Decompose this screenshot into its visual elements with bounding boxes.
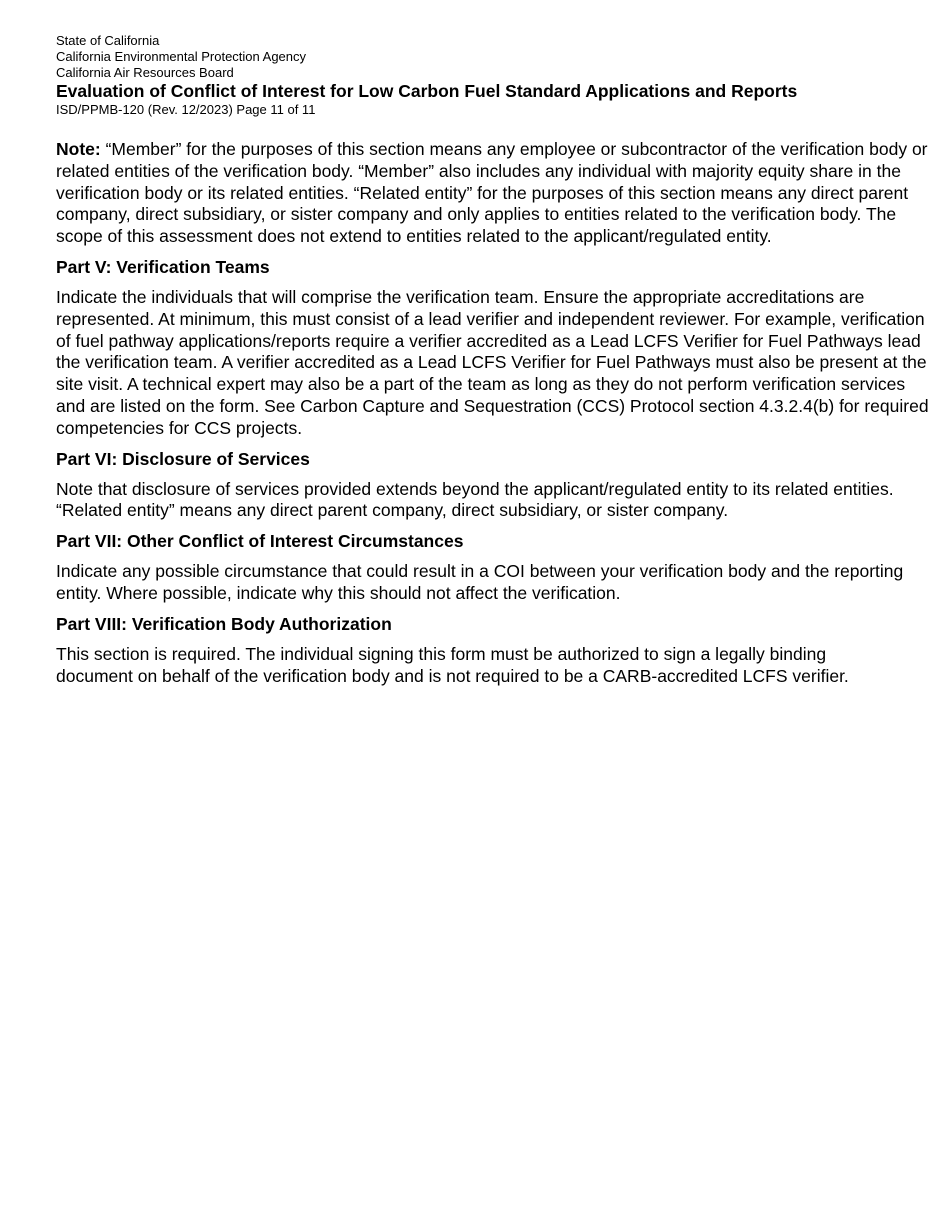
document-title: Evaluation of Conflict of Interest for Low Carbon Fuel Standard Applications and Reports: [56, 81, 798, 101]
note-label: Note:: [56, 139, 101, 159]
section-heading-part-vii: Part VII: Other Conflict of Interest Circumstances: [56, 531, 464, 552]
section-heading-part-viii: Part VIII: Verification Body Authorization: [56, 613, 392, 634]
section-body-part-viii: This section is required. The individual signing this form must be authorized to sign a legally binding document on behalf of the verification body and is not required to be a CARB-accredited LCFS verifier.: [56, 643, 849, 686]
note-text: “Member” for the purposes of this section means any employee or subcontractor of the verification body or related entities of the verification body. “Member” also includes any individual with majority equity share in the verification body or its related entities. “Related entity” for the purposes of this section means any direct parent company, direct subsidiary, or sister company and only applies to entities related to the verification body. The scope of this assessment does not extend to entities related to the applicant/regulated entity.: [56, 139, 928, 247]
section-body-part-vi: Note that disclosure of services provided extends beyond the applicant/regulated entity to its related entities. “Related entity” means any direct parent company, direct subsidiary, or sister company.: [56, 478, 894, 521]
header-agency: California Environmental Protection Agency: [56, 49, 307, 64]
header-board: California Air Resources Board: [56, 65, 234, 80]
form-number-page: ISD/PPMB-120 (Rev. 12/2023) Page 11 of 11: [56, 102, 316, 117]
note-paragraph: [56, 139, 936, 248]
section-heading-part-vi: Part VI: Disclosure of Services: [56, 448, 310, 469]
section-heading-part-v: Part V: Verification Teams: [56, 256, 270, 277]
document-page: [56, 33, 936, 687]
section-body-part-v: Indicate the individuals that will comprise the verification team. Ensure the appropriate accreditations are represented. At minimum, this must consist of a lead verifier and independent reviewer. For example, verification of fuel pathway applications/reports require a verifier accredited as a Lead LCFS Verifier for Fuel Pathways lead the verification team. A verifier accredited as a Lead LCFS Verifier for Fuel Pathways must also be present at the site visit. A technical expert may also be a part of the team as long as they do not perform verification services and are listed on the form. See Carbon Capture and Sequestration (CCS) Protocol section 4.3.2.4(b) for required competencies for CCS projects.: [56, 286, 929, 438]
header-state: State of California: [56, 33, 160, 48]
section-body-part-vii: Indicate any possible circumstance that could result in a COI between your verification body and the reporting entity. Where possible, indicate why this should not affect the verification.: [56, 561, 904, 603]
